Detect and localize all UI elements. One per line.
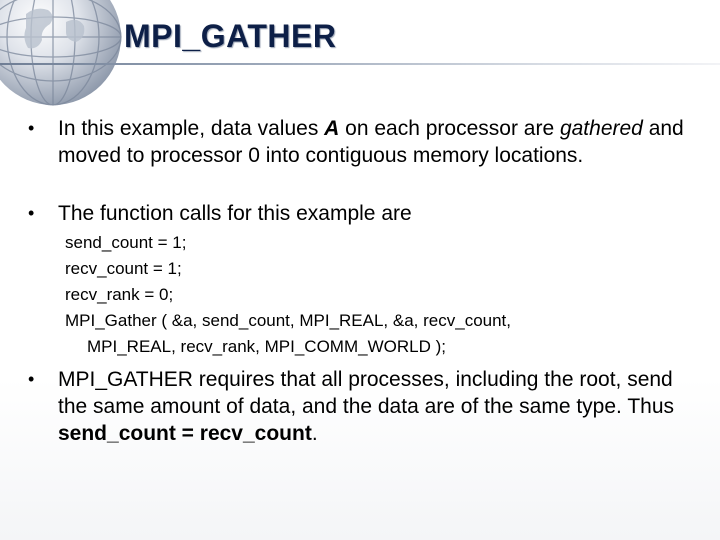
slide-title: MPI_GATHER — [124, 18, 337, 54]
bullet-2: • The function calls for this example are — [28, 202, 412, 225]
code-line: MPI_REAL, recv_rank, MPI_COMM_WORLD ); — [87, 337, 446, 356]
code-line: MPI_Gather ( &a, send_count, MPI_REAL, &a, recv_count, — [65, 311, 512, 330]
title-rule — [0, 63, 720, 65]
code-block — [65, 230, 695, 360]
bullet-marker: • — [28, 203, 35, 223]
code-line: recv_count = 1; — [65, 259, 182, 278]
code-line: recv_rank = 0; — [65, 285, 174, 304]
bullet-3: • MPI_GATHER requires that all processes, including the root, send the same amount of data, and the data are of the same type. Thus send_count = recv_count. — [28, 368, 675, 445]
bullet-marker: • — [28, 118, 35, 138]
emphasis-gathered: gathered — [559, 117, 643, 140]
variable-a: A — [324, 117, 340, 140]
emphasis-counts: send_count = recv_count — [58, 422, 312, 445]
code-line: send_count = 1; — [65, 233, 187, 252]
globe-icon — [0, 0, 128, 112]
bullet-1: • In this example, data values A on each processor are gathered and moved to processor 0 into contiguous memory locations. — [28, 117, 684, 167]
bullet-marker: • — [28, 369, 35, 389]
